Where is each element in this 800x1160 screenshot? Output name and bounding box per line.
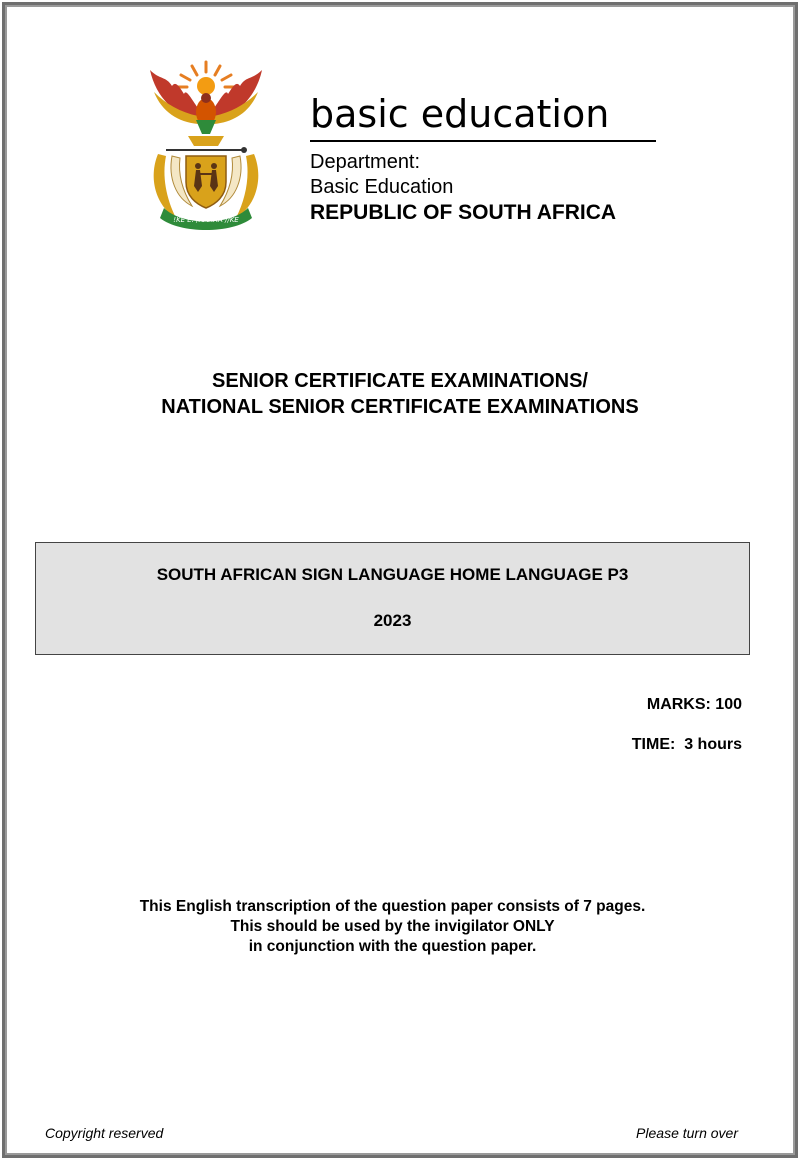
- note-line2: This should be used by the invigilator ONLY: [230, 918, 555, 935]
- brand-title: basic education: [310, 92, 610, 136]
- note-line1: This English transcription of the question paper consists of 7 pages.: [139, 898, 646, 915]
- footer-copyright: Copyright reserved: [45, 1125, 164, 1141]
- brand-rule: [310, 140, 656, 142]
- coat-of-arms-logo: [136, 58, 276, 230]
- note-line3: in conjunction with the question paper.: [248, 938, 537, 955]
- marks-label: MARKS: 100: [646, 696, 742, 713]
- department-label: Department:: [310, 151, 421, 173]
- transcription-note: [0, 897, 785, 957]
- department-name: Basic Education: [310, 176, 454, 198]
- subject-box: [35, 542, 750, 655]
- time-label: TIME: 3 hours: [631, 736, 742, 753]
- country-name: REPUBLIC OF SOUTH AFRICA: [310, 201, 617, 224]
- exam-heading: [0, 368, 800, 420]
- subject-year: 2023: [373, 611, 412, 630]
- exam-heading-line2: NATIONAL SENIOR CERTIFICATE EXAMINATIONS: [161, 396, 639, 418]
- motto-text: !KE E: /XARRA //KE: [173, 216, 239, 224]
- exam-heading-line1: SENIOR CERTIFICATE EXAMINATIONS/: [212, 370, 588, 392]
- footer-turn-over: Please turn over: [636, 1125, 738, 1141]
- sun-icon: [177, 62, 235, 95]
- shield-icon: [186, 156, 226, 208]
- subject-title: SOUTH AFRICAN SIGN LANGUAGE HOME LANGUAGE P3: [156, 565, 629, 584]
- brand-block: [310, 90, 660, 225]
